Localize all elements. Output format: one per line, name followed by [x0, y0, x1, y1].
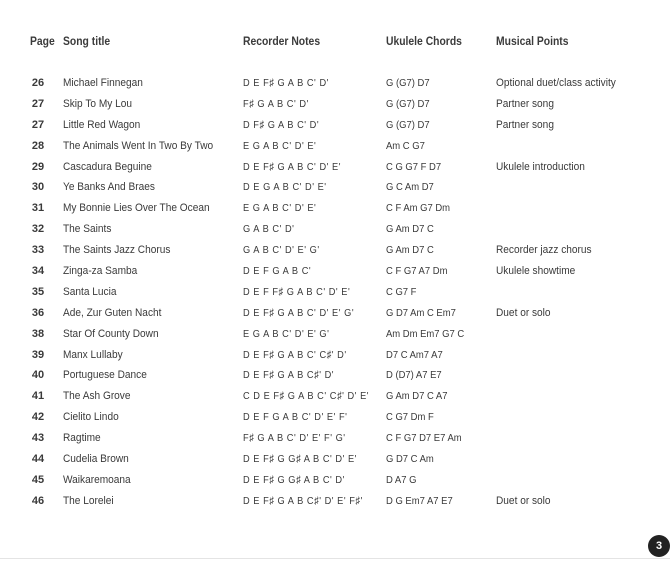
table-row — [0, 450, 670, 471]
song-page: 32 — [31, 223, 45, 236]
recorder-notes: D E F G A B C' — [243, 265, 312, 278]
page-number-badge: 3 — [648, 535, 670, 557]
recorder-notes: E G A B C' D' E' G' — [243, 327, 330, 340]
ukulele-chords: D A7 G — [386, 473, 417, 486]
ukulele-chords: G (G7) D7 — [386, 118, 430, 131]
song-page: 30 — [31, 181, 45, 194]
ukulele-chords: G Am D7 C A7 — [386, 390, 448, 403]
recorder-notes: F♯ G A B C' D' E' F' G' — [243, 432, 346, 445]
recorder-notes: D E F♯ G G♯ A B C' D' — [243, 473, 345, 486]
song-page: 28 — [31, 139, 45, 152]
song-title: The Saints — [63, 223, 112, 236]
ukulele-chords: C G G7 F D7 — [386, 160, 442, 173]
header-song-title: Song title — [63, 36, 111, 48]
header-ukulele-chords: Ukulele Chords — [386, 36, 462, 48]
table-row — [0, 387, 670, 408]
ukulele-chords: C G7 F — [386, 285, 417, 298]
table-row — [0, 408, 670, 429]
song-page: 35 — [31, 285, 45, 298]
musical-points: Recorder jazz chorus — [496, 244, 592, 257]
ukulele-chords: C F G7 A7 Dm — [386, 265, 448, 278]
table-row — [0, 199, 670, 220]
song-title: Cascadura Beguine — [63, 160, 152, 173]
song-page: 45 — [31, 473, 45, 486]
table-row — [0, 158, 670, 179]
table-row — [0, 116, 670, 137]
song-title: Zinga-za Samba — [63, 265, 138, 278]
song-page: 26 — [31, 77, 45, 89]
table-row — [0, 304, 670, 325]
recorder-notes: E G A B C' D' E' — [243, 202, 317, 215]
song-page: 34 — [31, 265, 45, 278]
song-title: Santa Lucia — [63, 285, 117, 298]
header-recorder-notes: Recorder Notes — [243, 36, 321, 48]
song-title: Cielito Lindo — [63, 411, 119, 424]
header-musical-points: Musical Points — [496, 36, 569, 48]
ukulele-chords: C F G7 D7 E7 Am — [386, 432, 462, 445]
recorder-notes: D E F♯ G A B C' D' E' G' — [243, 306, 355, 319]
recorder-notes: D E F♯ G A B C' C♯' D' — [243, 348, 347, 361]
table-row — [0, 178, 670, 199]
table-row — [0, 137, 670, 158]
song-page: 46 — [31, 494, 45, 507]
musical-points: Duet or solo — [496, 494, 551, 507]
musical-points: Ukulele introduction — [496, 160, 585, 173]
song-title: Little Red Wagon — [63, 118, 141, 131]
song-page: 39 — [31, 348, 45, 361]
song-title: Skip To My Lou — [63, 97, 133, 110]
song-page: 43 — [31, 432, 45, 445]
song-page: 29 — [31, 160, 45, 173]
recorder-notes: G A B C' D' E' G' — [243, 244, 320, 257]
song-page: 38 — [31, 327, 45, 340]
recorder-notes: D F♯ G A B C' D' — [243, 118, 320, 131]
recorder-notes: G A B C' D' — [243, 223, 295, 236]
musical-points: Partner song — [496, 118, 554, 131]
ukulele-chords: C G7 Dm F — [386, 411, 434, 424]
ukulele-chords: G (G7) D7 — [386, 77, 430, 89]
song-title: Michael Finnegan — [63, 77, 143, 89]
ukulele-chords: D (D7) A7 E7 — [386, 369, 442, 382]
song-page: 44 — [31, 453, 45, 466]
song-title: Manx Lullaby — [63, 348, 123, 361]
table-row — [0, 283, 670, 304]
song-title: Ye Banks And Braes — [63, 181, 155, 194]
table-row — [0, 429, 670, 450]
table-row — [0, 241, 670, 262]
recorder-notes: D E G A B C' D' E' — [243, 181, 327, 194]
table-row — [0, 262, 670, 283]
recorder-notes: D E F♯ G G♯ A B C' D' E' — [243, 453, 357, 466]
ukulele-chords: Am Dm Em7 G7 C — [386, 327, 465, 340]
recorder-notes: F♯ G A B C' D' — [243, 97, 309, 110]
recorder-notes: C D E F♯ G A B C' C♯' D' E' — [243, 390, 370, 403]
song-title: Waikaremoana — [63, 473, 131, 486]
song-page: 27 — [31, 97, 45, 110]
ukulele-chords: G D7 Am C Em7 — [386, 306, 456, 319]
page-edge-divider — [0, 558, 670, 559]
ukulele-chords: Am C G7 — [386, 139, 425, 152]
ukulele-chords: G Am D7 C — [386, 244, 434, 257]
song-title: My Bonnie Lies Over The Ocean — [63, 202, 210, 215]
song-title: Ragtime — [63, 432, 101, 445]
ukulele-chords: G Am D7 C — [386, 223, 434, 236]
musical-points: Optional duet/class activity — [496, 77, 616, 89]
table-row — [0, 366, 670, 387]
ukulele-chords: D7 C Am7 A7 — [386, 348, 443, 361]
song-page: 41 — [31, 390, 45, 403]
recorder-notes: E G A B C' D' E' — [243, 139, 317, 152]
ukulele-chords: C F Am G7 Dm — [386, 202, 451, 215]
song-page: 40 — [31, 369, 45, 382]
song-title: The Ash Grove — [63, 390, 131, 403]
table-row — [0, 492, 670, 513]
recorder-notes: D E F F♯ G A B C' D' E' — [243, 285, 351, 298]
song-title: The Saints Jazz Chorus — [63, 244, 171, 257]
header-page: Page — [30, 36, 55, 48]
song-title: The Lorelei — [63, 494, 114, 507]
table-row — [0, 325, 670, 346]
song-title: The Animals Went In Two By Two — [63, 139, 214, 152]
recorder-notes: D E F♯ G A B C' D' — [243, 77, 329, 89]
recorder-notes: D E F♯ G A B C' D' E' — [243, 160, 342, 173]
table-row — [0, 95, 670, 116]
song-title: Portuguese Dance — [63, 369, 147, 382]
song-page: 36 — [31, 306, 45, 319]
ukulele-chords: G (G7) D7 — [386, 97, 430, 110]
recorder-notes: D E F♯ G A B C♯' D' — [243, 369, 335, 382]
table-row — [0, 346, 670, 367]
song-page: 33 — [31, 244, 45, 257]
table-row — [0, 74, 670, 95]
recorder-notes: D E F♯ G A B C♯' D' E' F♯' — [243, 494, 363, 507]
ukulele-chords: G C Am D7 — [386, 181, 434, 194]
song-title: Star Of County Down — [63, 327, 159, 340]
song-page: 27 — [31, 118, 45, 131]
musical-points: Partner song — [496, 97, 554, 110]
ukulele-chords: D G Em7 A7 E7 — [386, 494, 453, 507]
songs-table — [0, 74, 670, 513]
recorder-notes: D E F G A B C' D' E' F' — [243, 411, 348, 424]
song-page: 42 — [31, 411, 45, 424]
song-title: Ade, Zur Guten Nacht — [63, 306, 162, 319]
song-page: 31 — [31, 202, 45, 215]
table-row — [0, 471, 670, 492]
ukulele-chords: G D7 C Am — [386, 453, 434, 466]
table-row — [0, 220, 670, 241]
song-title: Cudelia Brown — [63, 453, 129, 466]
musical-points: Ukulele showtime — [496, 265, 576, 278]
musical-points: Duet or solo — [496, 306, 551, 319]
